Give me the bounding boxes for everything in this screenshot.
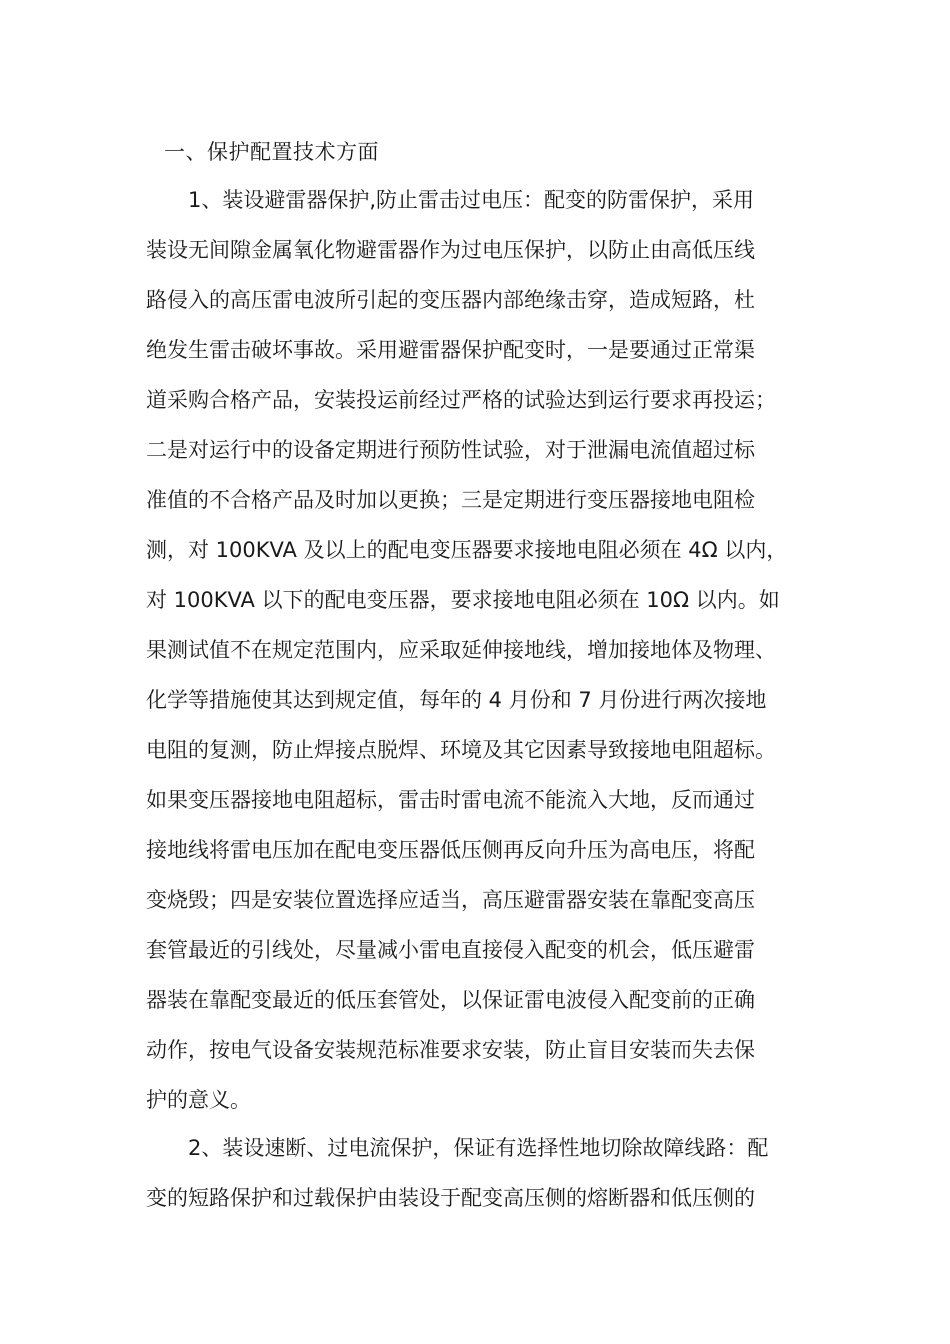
paragraph-1-line-3: 路侵入的高压雷电波所引起的变压器内部绝缘击穿，造成短路，杜 [146, 288, 755, 312]
paragraph-1-line-6: 二是对运行中的设备定期进行预防性试验，对于泄漏电流值超过标 [146, 438, 755, 462]
paragraph-1-line-15: 变烧毁；四是安装位置选择应适当，高压避雷器安装在靠配变高压 [146, 888, 755, 912]
paragraph-1-line-2: 装设无间隙金属氧化物避雷器作为过电压保护，以防止由高低压线 [146, 238, 755, 262]
section-heading: 一、保护配置技术方面 [164, 140, 379, 164]
paragraph-1-line-19: 护的意义。 [146, 1088, 251, 1112]
paragraph-1-line-16: 套管最近的引线处，尽量减小雷电直接侵入配变的机会，低压避雷 [146, 938, 755, 962]
paragraph-1-line-13: 如果变压器接地电阻超标，雷击时雷电流不能流入大地，反而通过 [146, 788, 755, 812]
paragraph-1-line-11: 化学等措施使其达到规定值，每年的 4 月份和 7 月份进行两次接地 [146, 688, 767, 712]
paragraph-1-line-18: 动作，按电气设备安装规范标准要求安装，防止盲目安装而失去保 [146, 1038, 755, 1062]
paragraph-2-line-1: 2、装设速断、过电流保护，保证有选择性地切除故障线路：配 [188, 1136, 769, 1160]
paragraph-1-line-1: 1、装设避雷器保护,防止雷击过电压：配变的防雷保护，采用 [188, 188, 755, 212]
paragraph-1-line-10: 果测试值不在规定范围内，应采取延伸接地线，增加接地体及物理、 [146, 638, 776, 662]
paragraph-1-line-9: 对 100KVA 以下的配电变压器，要求接地电阻必须在 10Ω 以内。如 [146, 588, 780, 612]
paragraph-1-line-4: 绝发生雷击破坏事故。采用避雷器保护配变时，一是要通过正常渠 [146, 338, 755, 362]
paragraph-1-line-12: 电阻的复测，防止焊接点脱焊、环境及其它因素导致接地电阻超标。 [146, 738, 776, 762]
paragraph-1-line-14: 接地线将雷电压加在配电变压器低压侧再反向升压为高电压，将配 [146, 838, 755, 862]
paragraph-1-line-7: 准值的不合格产品及时加以更换；三是定期进行变压器接地电阻检 [146, 488, 755, 512]
paragraph-2-line-2: 变的短路保护和过载保护由装设于配变高压侧的熔断器和低压侧的 [146, 1186, 755, 1210]
paragraph-1-line-8: 测，对 100KVA 及以上的配电变压器要求接地电阻必须在 4Ω 以内， [146, 538, 788, 562]
paragraph-1-line-17: 器装在靠配变最近的低压套管处，以保证雷电波侵入配变前的正确 [146, 988, 755, 1012]
paragraph-1-line-5: 道采购合格产品，安装投运前经过严格的试验达到运行要求再投运； [146, 388, 776, 412]
